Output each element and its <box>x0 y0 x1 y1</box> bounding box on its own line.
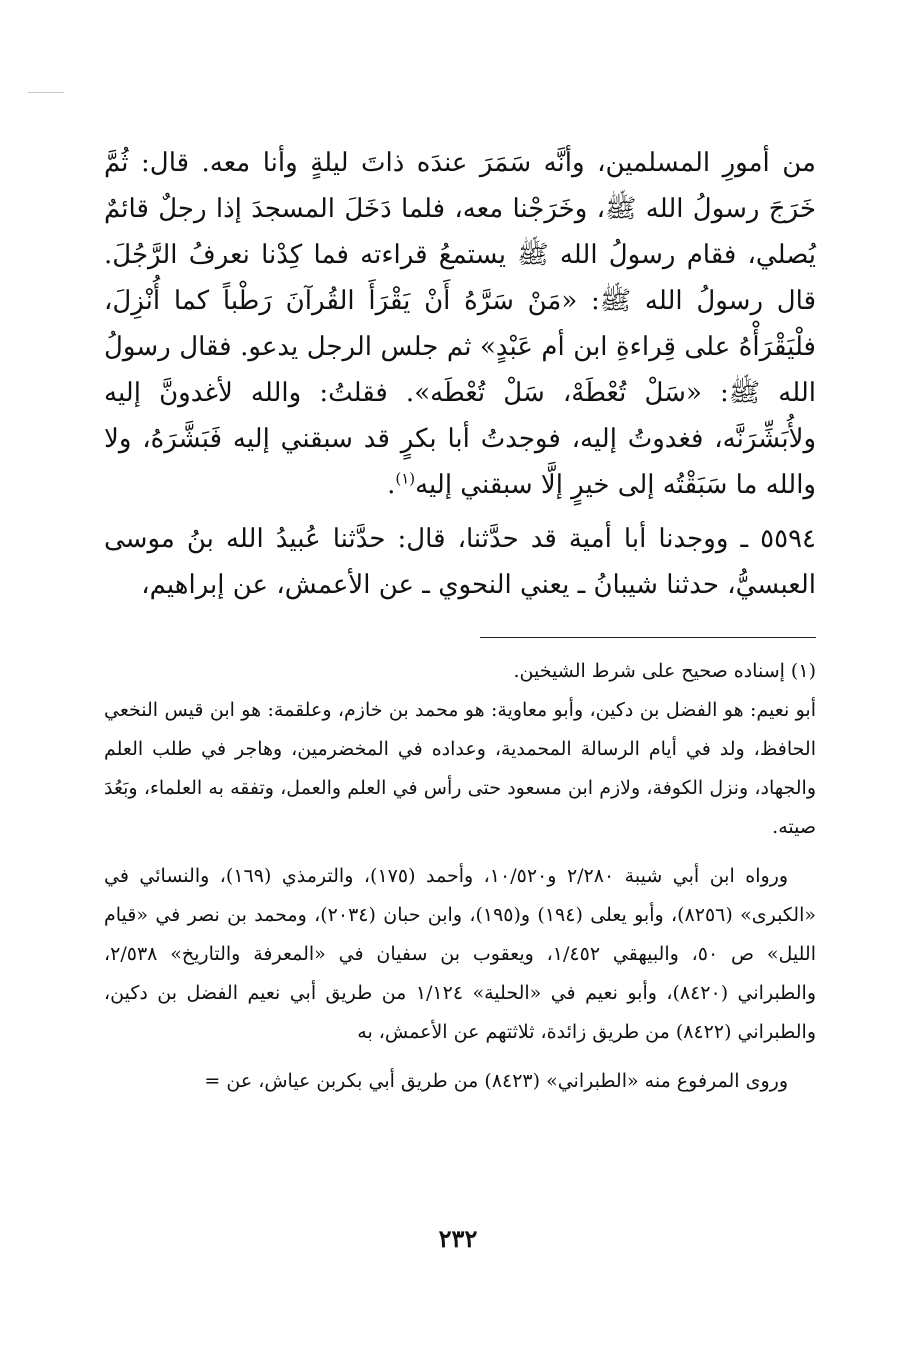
scan-artifact-line <box>28 92 64 93</box>
page-number: ٢٣٢ <box>438 1224 478 1253</box>
footnote-separator <box>480 637 816 638</box>
main-paragraph-end: . <box>387 470 396 500</box>
main-paragraph <box>104 140 816 508</box>
main-paragraph-text: من أمورِ المسلمين، وأنَّه سَمَرَ عندَه ذاتَ ليلةٍ وأنا معه. قال: ثُمَّ خَرَجَ رسولُ الله ﷺ، وخَرَجْنا معه، فلما دَخَلَ المسجدَ إذا رجلٌ قائمٌ يُصلي، فقام رسولُ الله ﷺ يستمعُ قراءته فما كِدْنا نعرفُ الرَّجُلَ. قال رسولُ الله ﷺ: «مَنْ سَرَّهُ أَنْ يَقْرَأَ القُرآنَ رَطْباً كما أُنْزِلَ، فلْيَقْرَأْهُ على قِراءةِ ابن أم عَبْدٍ» ثم جلس الرجل يدعو. فقال رسولُ الله ﷺ: «سَلْ تُعْطَهْ، سَلْ تُعْطَه». فقلتُ: والله لأغدونَّ إليه ولأُبَشِّرَنَّه، فغدوتُ إليه، فوجدتُ أبا بكرٍ قد سبقني إليه فَبَشَّرَهُ، ولا والله ما سَبَقْتُه إلى خيرٍ إلَّا سبقني إليه <box>104 148 816 500</box>
footnote-continuation: وروى المرفوع منه «الطبراني» (٨٤٢٣) من طريق أبي بكربن عياش، عن = <box>204 1070 788 1092</box>
footnote-sources: ورواه ابن أبي شيبة ٢/٢٨٠ و١٠/٥٢٠، وأحمد (١٧٥)، والترمذي (١٦٩)، والنسائي في «الكبرى» (٨٢٥٦)، وأبو يعلى (١٩٤) و(١٩٥)، وابن حبان (٢٠٣٤)، ومحمد بن نصر في «قيام الليل» ص ٥٠، والبيهقي ١/٤٥٢، ويعقوب بن سفيان في «المعرفة والتاريخ» ٢/٥٣٨، والطبراني (٨٤٢٠)، وأبو نعيم في «الحلية» ١/١٢٤ من طريق أبي نعيم الفضل بن دكين، والطبراني (٨٤٢٢) من طريق زائدة، ثلاثتهم عن الأعمش، به <box>104 865 817 1043</box>
footnote-reference[interactable]: (١) <box>395 469 416 488</box>
hadith-paragraph: ٥٥٩٤ ـ ووجدنا أبا أمية قد حدَّثنا، قال: حدَّثنا عُبيدُ الله بنُ موسى العبسيُّ، حدثنا شيبانُ ـ يعني النحوي ـ عن الأعمش، عن إبراهيم، <box>104 524 816 600</box>
footnotes <box>104 652 816 1101</box>
main-text <box>104 140 816 608</box>
footnote-narrators: أبو نعيم: هو الفضل بن دكين، وأبو معاوية: هو محمد بن خازم، وعلقمة: هو ابن قيس النخعي الحافظ، ولد في أيام الرسالة المحمدية، وعداده في المخضرمين، وهاجر في طلب العلم والجهاد، ونزل الكوفة، ولازم ابن مسعود حتى رأس في العلم والعمل، وتفقه به العلماء، وبَعُدَ صيته. <box>104 699 816 838</box>
footnote-1: (١) إسناده صحيح على شرط الشيخين. <box>513 660 816 682</box>
